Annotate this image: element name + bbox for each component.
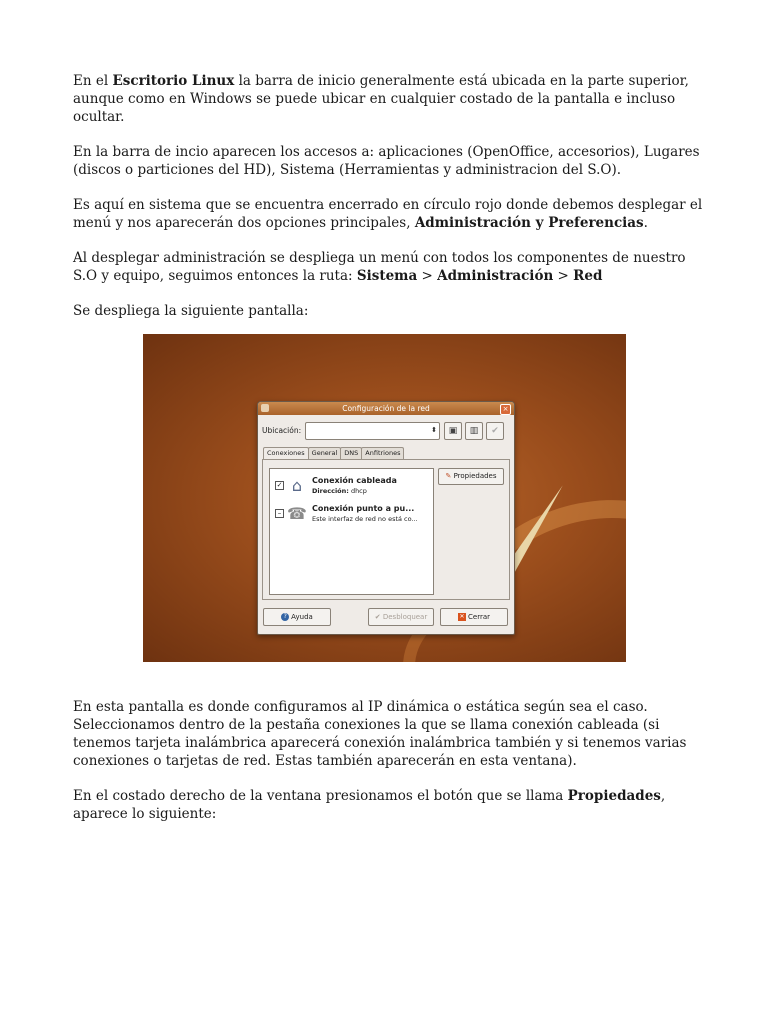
floppy-icon: ▣	[448, 426, 458, 436]
text: >	[553, 268, 574, 284]
text: Es aquí en sistema que se encuentra encerrado en círculo rojo donde debemos desplegar el menú y nos aparecerán dos opciones principales,	[73, 197, 703, 231]
list-item[interactable]	[272, 473, 430, 501]
unlock-button[interactable]	[368, 608, 434, 626]
tab-conexiones[interactable]: Conexiones	[263, 447, 309, 460]
telephone-icon: ☎	[287, 504, 307, 523]
connection-sub-value: dhcp	[348, 487, 367, 495]
text: En el	[73, 73, 113, 89]
connection-checkbox[interactable]: –	[275, 509, 284, 518]
check-icon: ✔	[491, 426, 499, 436]
location-label: Ubicación:	[262, 426, 302, 435]
delete-location-button[interactable]	[465, 422, 483, 440]
bold-text: Red	[573, 268, 603, 284]
text: la barra de inicio generalmente está ubicada en la parte superior, aunque como en Windows se puede ubicar en cualquier costado de la pantalla e incluso ocultar.	[73, 73, 689, 125]
properties-label: Propiedades	[453, 472, 497, 480]
window-titlebar	[258, 402, 514, 415]
window-menu-icon[interactable]	[261, 404, 269, 412]
close-button[interactable]	[440, 608, 508, 626]
properties-icon: ✎	[445, 472, 452, 480]
bold-text: Administración	[437, 268, 554, 284]
document-body-continued	[73, 698, 703, 840]
close-label: Cerrar	[468, 613, 490, 621]
connection-checkbox[interactable]: ✓	[276, 481, 283, 489]
paragraph-2: En la barra de incio aparecen los accesos a: aplicaciones (OpenOffice, accesorios), Lugares (discos o particiones del HD), Sistema (Herramientas y administracion del S.O).	[73, 144, 700, 178]
document-body	[73, 72, 703, 337]
save-location-button[interactable]	[444, 422, 462, 440]
text: Al desplegar administración se despliega un menú con todos los componentes de nuestro S.O y equipo, seguimos entonces la ruta:	[73, 250, 686, 284]
close-icon: ✕	[459, 613, 465, 620]
help-button[interactable]	[263, 608, 331, 626]
paragraph-3	[73, 196, 703, 232]
paragraph-4	[73, 249, 703, 285]
check-icon: ✔	[374, 613, 381, 621]
connection-sub-label: Dirección:	[312, 487, 349, 495]
properties-button[interactable]	[438, 468, 504, 485]
tab-anfitriones[interactable]: Anfitriones	[361, 447, 404, 459]
tab-bar	[263, 447, 403, 459]
combo-arrow-icon: ⬍	[431, 426, 437, 434]
text: En el costado derecho de la ventana presionamos el botón que se llama	[73, 788, 568, 804]
tab-general[interactable]: General	[308, 447, 342, 459]
bold-text: Propiedades	[567, 788, 661, 804]
window-close-icon[interactable]: ×	[500, 404, 511, 415]
apply-location-button[interactable]	[486, 422, 504, 440]
paragraph-5: Se despliega la siguiente pantalla:	[73, 303, 309, 319]
bold-text: Sistema	[356, 268, 418, 284]
location-row	[262, 422, 510, 440]
location-combo[interactable]	[305, 422, 440, 440]
help-label: Ayuda	[291, 613, 313, 621]
paragraph-7	[73, 787, 703, 823]
window-title: Configuración de la red	[342, 404, 430, 413]
tab-dns[interactable]: DNS	[340, 447, 362, 459]
text: >	[417, 268, 438, 284]
connection-subtitle	[312, 487, 367, 495]
paragraph-1	[73, 72, 703, 126]
connection-list	[269, 468, 434, 595]
connection-subtitle: Este interfaz de red no está co...	[312, 515, 418, 523]
network-config-screenshot	[143, 334, 626, 662]
connection-title: Conexión punto a pu...	[312, 504, 415, 513]
text: .	[643, 215, 648, 231]
help-icon: ?	[281, 613, 289, 621]
connections-panel	[262, 459, 510, 600]
unlock-label: Desbloquear	[382, 613, 428, 621]
bold-text: Administración y Preferencias	[414, 215, 644, 231]
connection-title: Conexión cableada	[312, 476, 397, 485]
network-settings-window	[257, 401, 515, 635]
paragraph-6: En esta pantalla es donde configuramos al IP dinámica o estática según sea el caso. Seleccionamos dentro de la pestaña conexiones la que se llama conexión cableada (si tenemos tarjeta inalámbrica aparecerá conexión inalámbrica también y si tenemos varias conexiones o tarjetas de red. Estas también aparecerán en esta ventana).	[73, 699, 687, 769]
wired-network-icon: ⌂	[291, 476, 303, 495]
bold-text: Escritorio Linux	[112, 73, 235, 89]
text: , aparece lo siguiente:	[73, 788, 666, 822]
dialog-buttons	[262, 608, 510, 626]
trash-icon: ▥	[469, 426, 479, 436]
list-item[interactable]	[272, 501, 430, 529]
